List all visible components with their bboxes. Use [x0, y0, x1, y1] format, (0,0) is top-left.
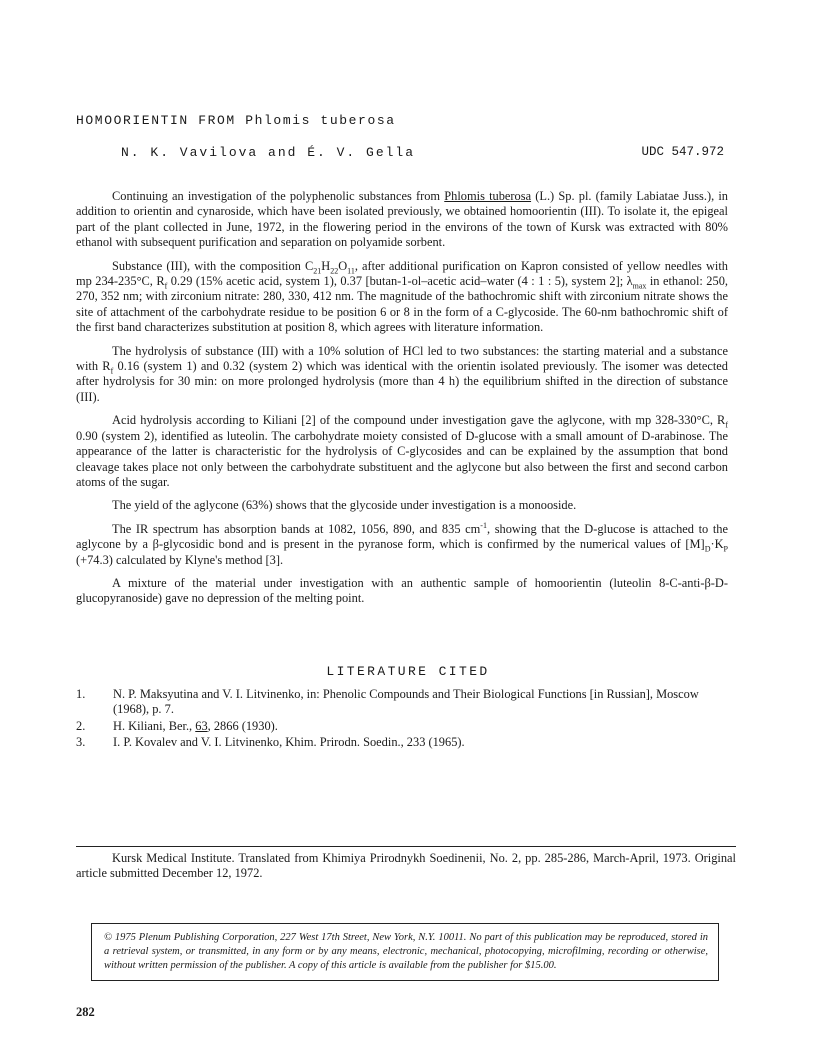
kp-subscript: P: [723, 544, 728, 554]
p2-text-b: H: [321, 258, 331, 273]
paragraph-3: [76, 344, 728, 406]
wavenumber-superscript: -1: [480, 520, 487, 530]
reference-text-pre: H. Kiliani, Ber.,: [113, 718, 196, 733]
reference-number: 3.: [76, 735, 86, 750]
paragraph-4: [76, 413, 728, 490]
literature-heading: LITERATURE CITED: [326, 664, 490, 679]
copyright-box: © 1975 Plenum Publishing Corporation, 227 West 17th Street, New York, N.Y. 10011. No part of this publication may be reproduced, stored in a retrieval system, or transmitted, in any form or by any means, electronic, mechanical, photocopying, microfilming, recording or otherwise, without written permission of the publisher. A copy of this article is available from the publisher for $15.00.: [91, 923, 719, 981]
p2-text-c: O: [338, 258, 348, 273]
paper-authors: N. K. Vavilova and É. V. Gella: [121, 145, 416, 160]
p4-text-a: Acid hydrolysis according to Kiliani [2] of the compound under investigation gave the aglycone, with mp 328-330°C, R: [112, 413, 726, 428]
footer-divider: [76, 846, 736, 847]
subscript-c: 21: [313, 266, 322, 276]
paragraph-7: A mixture of the material under investigation with an authentic sample of homoorientin (luteolin 8-C-anti-β-D-glucopyranoside) gave no depression of the melting point.: [76, 575, 728, 606]
p6-text-b: , showing that the D-glucose is attached to the aglycone by a β-glycosidic bond and is present in the pyranose form, which is confirmed by the numerical values of [M]: [76, 521, 729, 552]
rf-subscript: f: [164, 281, 168, 291]
p2-text-d: , after additional purification on Kapron consisted of yellow needles with mp 234-235°C, R: [76, 258, 729, 289]
species-name: Phlomis tuberosa: [444, 189, 532, 203]
paper-title: HOMOORIENTIN FROM Phlomis tuberosa: [76, 113, 396, 128]
reference-text: I. P. Kovalev and V. I. Litvinenko, Khim. Prirodn. Soedin., 233 (1965).: [113, 735, 465, 750]
reference-number: 2.: [76, 718, 86, 733]
p2-text-a: Substance (III), with the composition C: [112, 258, 314, 273]
institute-note: Kursk Medical Institute. Translated from Khimiya Prirodnykh Soedinenii, No. 2, pp. 285-286, March-April, 1973. Original article submitted December 12, 1972.: [76, 851, 736, 881]
p2-text-f: in ethanol: 250, 270, 352 nm; with zirconium nitrate: 280, 330, 412 nm. The magnitude of the bathochromic shift with zirconium nitrate shows the site of attachment of the carbohydrate residue to be position 6 or 8 in the form of a C-glycoside. The 60-nm bathochromic shift of the first band characterizes substitution at position 8, which agrees with literature information.: [76, 274, 728, 335]
lambda-max-subscript: max: [632, 281, 647, 291]
md-subscript: D: [704, 544, 711, 554]
p6-text-c: ·K: [710, 537, 724, 552]
reference-item: [76, 719, 736, 734]
p1-text-a: Continuing an investigation of the polyphenolic substances from: [112, 189, 445, 203]
article-body: [76, 189, 728, 615]
reference-volume: 63: [195, 718, 208, 733]
p2-text-e: 0.29 (15% acetic acid, system 1), 0.37 [butan-1-ol–acetic acid–water (4 : 1 : 5), system 2]; λ: [167, 274, 633, 289]
reference-list: [76, 687, 736, 752]
reference-text: [113, 719, 736, 734]
p4-text-b: 0.90 (system 2), identified as luteolin. The carbohydrate moiety consisted of D-glucose with a small amount of D-arabinose. The appearance of the latter is characteristic for the hydrolysis of C-glycosides and can be explained by the assumption that bond cleavage takes place not only between the carbohydrate substituent and the aglycone but also between the first and second carbon atoms of the sugar.: [76, 428, 728, 489]
reference-item: [76, 735, 736, 750]
subscript-o: 11: [347, 266, 355, 276]
paragraph-2: [76, 259, 728, 336]
paragraph-5: The yield of the aglycone (63%) shows that the glycoside under investigation is a monooside.: [112, 498, 577, 513]
subscript-h: 22: [330, 266, 339, 276]
paragraph-1: [76, 189, 728, 251]
reference-item: [76, 687, 736, 718]
reference-text: N. P. Maksyutina and V. I. Litvinenko, in: Phenolic Compounds and Their Biological Functions [in Russian], Moscow (1968), p. 7.: [113, 687, 699, 717]
rf-subscript: f: [725, 420, 728, 430]
p6-text-e: (+74.3) calculated by Klyne's method [3].: [76, 552, 284, 567]
p3-text-a: The hydrolysis of substance (III) with a 10% solution of HCl led to two substances: the starting material and a substance with R: [76, 343, 728, 374]
paragraph-6: [76, 522, 728, 568]
reference-text-post: , 2866 (1930).: [207, 718, 278, 733]
p6-text-a: The IR spectrum has absorption bands at 1082, 1056, 890, and 835 cm: [112, 521, 481, 536]
page-number: 282: [76, 1005, 95, 1019]
p3-text-b: 0.16 (system 1) and 0.32 (system 2) which was identical with the orientin isolated previously. The isomer was detected after hydrolysis for 30 min: on more prolonged hydrolysis (more than 4 h) the equilibrium shifted in the direction of substance (III).: [76, 359, 728, 404]
reference-number: 1.: [76, 687, 86, 701]
rf-subscript: f: [110, 366, 114, 376]
p1-text-b: (L.) Sp. pl. (family Labiatae Juss.), in addition to orientin and cynaroside, which have been isolated previously, we obtained homoorientin (III). To isolate it, the epigeal part of the plant collected in June, 1972, in the flowering period in the environs of the town of Kursk was extracted with 80% ethanol with subsequent purification and separation on polyamide sorbent.: [76, 189, 728, 250]
udc-code: UDC 547.972: [641, 145, 724, 159]
